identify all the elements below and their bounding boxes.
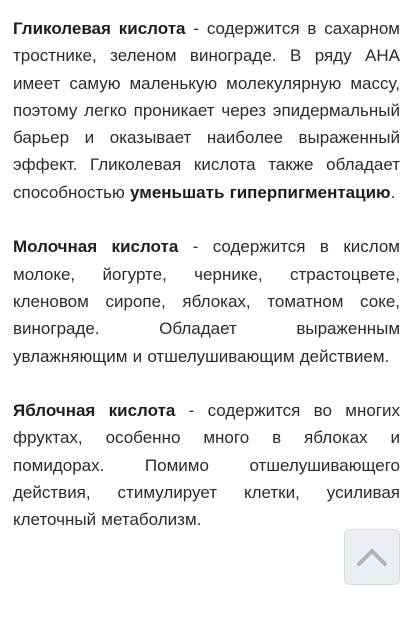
emphasis-hyperpigmentation: уменьшать гиперпигментацию: [130, 182, 391, 202]
article-body: [13, 15, 400, 534]
term-glycolic-acid: Гликолевая кислота: [13, 19, 186, 38]
paragraph-text: - содержится в кислом молоке, йогурте, чернике, страстоцвете, кленовом сиропе, яблоках, томатном соке, винограде. Обладает выраженным увлажняющим и отшелушивающим действием.: [13, 237, 400, 366]
term-malic-acid: Яблочная кислота: [13, 401, 176, 421]
paragraph-text: - содержится во многих фруктах, особенно много в яблоках и помидорах. Помимо отшелушивающего действия, стимулирует клетки, усиливая клеточный метаболизм.: [13, 401, 400, 530]
chevron-up-icon: [355, 546, 389, 568]
paragraph-lactic-acid: [13, 233, 400, 369]
paragraph-malic-acid: [13, 397, 400, 533]
paragraph-text-end: .: [390, 182, 396, 202]
term-lactic-acid: Молочная кислота: [13, 237, 179, 257]
paragraph-glycolic-acid: [13, 15, 400, 206]
paragraph-text: - содержится в сахарном тростнике, зеленом винограде. В ряду АНА имеет самую маленькую молекулярную массу, поэтому легко проникает через эпидермальный барьер и оказывает наиболее выраженный эффект. Гликолевая кислота также обладает способностью: [13, 19, 400, 202]
scroll-to-top-button[interactable]: [344, 529, 400, 585]
